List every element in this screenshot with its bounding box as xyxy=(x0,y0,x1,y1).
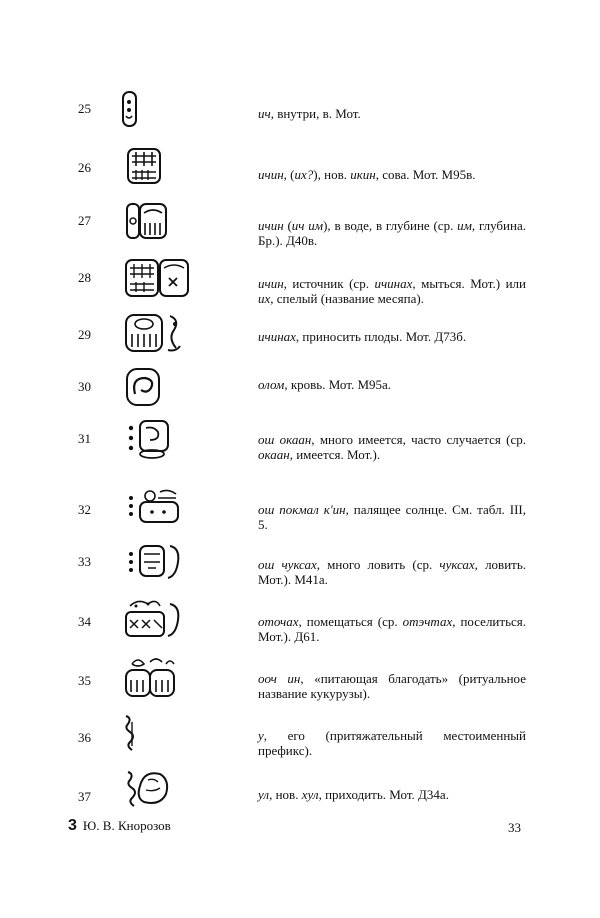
glyph-35-icon xyxy=(118,656,184,700)
glyph-37-icon xyxy=(118,766,174,810)
entry-number: 27 xyxy=(78,213,91,228)
entry-number: 26 xyxy=(78,160,91,175)
entry-number: 28 xyxy=(78,270,91,285)
gloss-35: ооч ин, «питающая благодать» (ритуальное название кукурузы). xyxy=(258,671,526,701)
glyph-32-icon xyxy=(118,486,184,526)
entry-number: 31 xyxy=(78,431,91,446)
glyph-28-icon xyxy=(118,256,192,300)
entry-number: 32 xyxy=(78,502,91,517)
entry-number: 29 xyxy=(78,327,91,342)
glyph-31-icon xyxy=(118,418,174,460)
glyph-34-icon xyxy=(118,598,188,640)
glyph-29-icon xyxy=(118,310,188,356)
glyph-26-icon xyxy=(118,146,164,186)
entry-number: 34 xyxy=(78,614,91,629)
entry-number: 37 xyxy=(78,789,91,804)
gloss-25: ич, внутри, в. Мот. xyxy=(258,106,361,121)
gloss-37: ул, нов. хул, приходить. Мот. Д34а. xyxy=(258,787,449,802)
glyph-33-icon xyxy=(118,540,188,582)
glyph-30-icon xyxy=(118,366,166,408)
gloss-27: ичин (ич им), в воде, в глубине (ср. им, глубина. Бр.). Д40в. xyxy=(258,218,526,248)
glyph-27-icon xyxy=(118,201,170,243)
gloss-30: олом, кровь. Мот. М95а. xyxy=(258,377,392,392)
page-footer-author xyxy=(68,818,171,834)
entry-number: 33 xyxy=(78,554,91,569)
gloss-29: ичинах, приносить плоды. Мот. Д73б. xyxy=(258,329,467,344)
gloss-34: оточах, помещаться (ср. отэчтах, поселиться. Мот.). Д61. xyxy=(258,614,526,644)
gloss-36: у, его (притяжательный местоименный префикс). xyxy=(258,728,526,758)
gloss-31: ош окаан, много имеется, часто случается (ср. окаан, имеется. Мот.). xyxy=(258,432,526,462)
glyph-36-icon xyxy=(118,712,144,754)
gloss-26: ичин, (их?), нов. икин, сова. Мот. М95в. xyxy=(258,167,476,182)
glyph-25-icon xyxy=(118,90,142,128)
entry-number: 36 xyxy=(78,730,91,745)
gloss-33: ош чуксах, много ловить (ср. чуксах, ловить. Мот.). М41а. xyxy=(258,557,527,587)
entry-number: 35 xyxy=(78,673,91,688)
gloss-32: ош покмал к'ин, палящее солнце. См. табл. III, 5. xyxy=(258,502,526,532)
page-number: 33 xyxy=(508,820,521,835)
gloss-28: ичин, источник (ср. ичинах, мыться. Мот.) или их, спелый (название месяпа). xyxy=(258,276,526,306)
author-name: Ю. В. Кнорозов xyxy=(82,818,171,833)
entry-number: 30 xyxy=(78,379,91,394)
signature-mark: 3 xyxy=(68,817,77,834)
entry-number: 25 xyxy=(78,101,91,116)
